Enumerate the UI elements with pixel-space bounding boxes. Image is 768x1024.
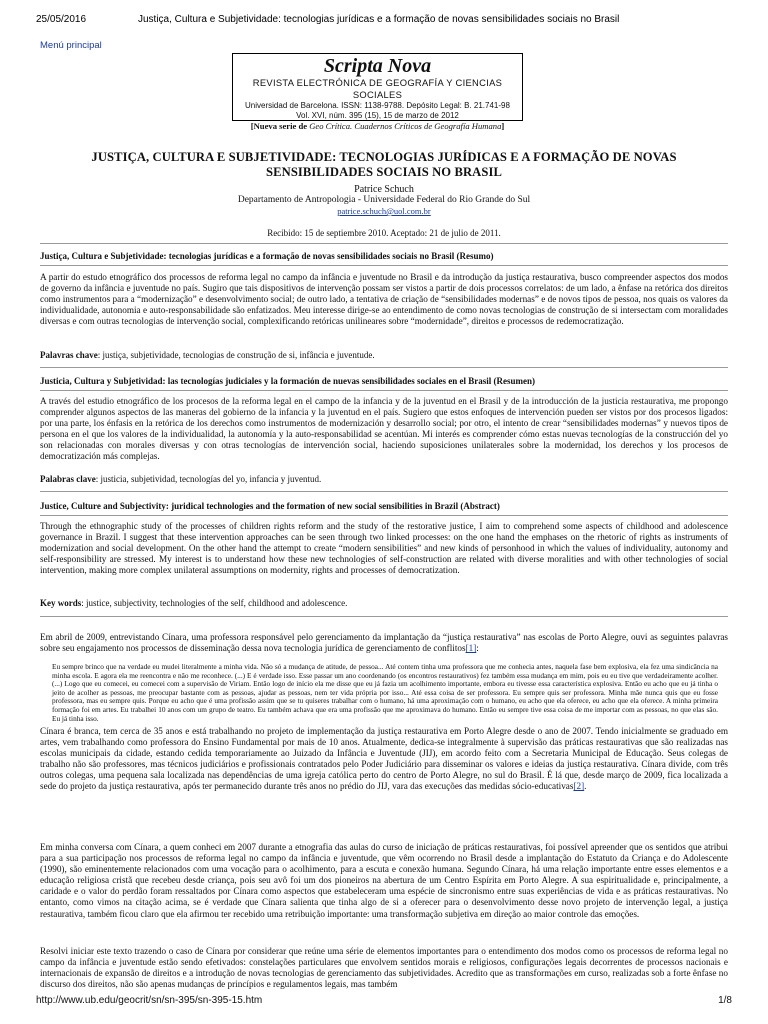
divider	[40, 367, 728, 368]
body-paragraph-4: Resolvi iniciar este texto trazendo o caso de Cínara por considerar que reúne uma série de elementos importantes para o entendimento dos modos como os processos de reforma legal no campo da infância e juventude estão sendo efetivados: constelações particulares que envolvem sentidos morais e religiosos, configurações legais decorrentes de processos nacionais e internacionais de expansão de direitos e a introdução de novas tecnologias de gerenciamento das subjetividades. Acredito que as transformações em curso, realizadas sob a forte ênfase no discurso dos direitos, não são apenas mudanças de princípios e regulamentos legais, mas também	[40, 946, 728, 990]
footnote-link-1[interactable]: [1]	[465, 643, 477, 654]
divider	[40, 390, 728, 391]
footnote-link-2[interactable]: [2]	[573, 781, 585, 792]
keywords-text: : justice, subjectivity, technologies of the self, childhood and adolescence.	[81, 598, 348, 608]
abstract-es-body: A través del estudio etnográfico de los procesos de la reforma legal en el campo de la infancia y de la juventud en el Brasil y de la introducción de la justicia restaurativa, me propongo comprender algunos aspectos de las maneras del gobierno de la infancia y la juventud en el país. Sugiero que estos enfoques de intervención pueden ser vistos por dos procesos ligados: por una parte, los énfasis en la retórica de los derechos como instrumentos de modernización y desarrollo social; por otro, el intento de crear “sensibilidades modernas” y nuevos tipos de persona en el que los valores de la individualidad, la autonomía y la auto-responsabilidad se acentúan. Mi interés es comprender cómo estas nuevas tecnologías de la construcción del yo son relacionadas con morales diversas y con otras tecnologías de intervención social, haciendo suposiciones unilaterales sobre la modernidad, los derechos y los procesos de democratización más complejas.	[40, 396, 728, 462]
author-email-link[interactable]: patrice.schuch@uol.com.br	[337, 206, 431, 216]
author-block	[40, 184, 728, 218]
series-suffix: ]	[501, 121, 505, 131]
paragraph-text: Em abril de 2009, entrevistando Cínara, uma professora responsável pelo gerenciamento da implantação da “justiça restaurativa” nas escolas de Porto Alegre, ouvi as seguintes palavras sobre seu engajamento nos processos de disseminação dessa nova tecnologia jurídica de gerenciamento de conflitos	[40, 632, 728, 654]
abstract-pt-body: A partir do estudo etnográfico dos processos de reforma legal no campo da infância e juventude no Brasil e da introdução da justiça restaurativa, busco compreender aspectos dos modos de governo da infância e juventude no país. Sugiro que tais dispositivos de intervenção possam ser vistos a partir de dois processos correlatos: de um lado, a ênfase na retórica dos direitos como instrumentos para a “modernização” e desenvolvimento social; de outro lado, a tentativa de criação de “sensibilidades modernas” e de novos tipos de pessoa, nos quais os valores da individualidade, autonomia e auto-responsabilidade são enfatizados. Meu interesse dirige-se ao entendimento de como novas tecnologias de construção de si intersectam com moralidades diversas e com outras tecnologias de intervenção social, complexificando retóricas unilineares sobre “modernidade”, direitos e processos de redemocratização.	[40, 272, 728, 327]
journal-title: Scripta Nova	[323, 55, 432, 77]
received-dates: Recibido: 15 de septiembre 2010. Aceptado: 21 de julio de 2011.	[267, 228, 501, 238]
print-date: 25/05/2016	[36, 14, 87, 25]
journal-masthead	[232, 53, 523, 131]
keywords-text: : justiça, subjetividade, tecnologias de construção de si, infância e juventude.	[97, 350, 375, 360]
body-paragraph-1	[40, 632, 728, 654]
print-title: Justiça, Cultura e Subjetividade: tecnologias jurídicas e a formação de novas sensibilidades sociais no Brasil	[138, 14, 620, 25]
page-url: http://www.ub.edu/geocrit/sn/sn-395/sn-395-15.htm	[36, 995, 263, 1006]
print-footer	[36, 995, 732, 1009]
keywords-label: Palavras chave	[40, 350, 98, 360]
author-affiliation: Departamento de Antropologia - Universidade Federal do Rio Grande do Sul	[237, 195, 531, 205]
divider	[40, 616, 728, 617]
body-paragraph-2	[40, 726, 728, 793]
abstract-es-keywords	[40, 474, 728, 485]
journal-volume: Vol. XVI, núm. 395 (15), 15 de marzo de 2012	[296, 111, 459, 120]
interview-quote: Eu sempre brinco que na verdade eu mudei literalmente a minha vida. Não só a mudança de atitude, de pessoa... Até contem tinha uma professora que me conhecia antes, naquela fase bem explosiva, ela fez uma sindicância na minha escola. E agora ela me reencontra e não me reconhece. (...) E é verdade isso. Esse passar um ano coordenando (os encontros restaurativos) fez também essa mudança em mim, pois eu eu tive que verdadeiramente acolher. (...) Logo que eu comecei, eu comecei com a supervisão de Viriam. Então logo de início ela me disse que eu já fazia um acolhimento importante, embora eu tivesse essa característica explosiva. Então eu acho que eu já tinha o jeito de acolher as pessoas, me preocupar bastante com as pessoas, ajudar as pessoas, nem ter vida própria por isso... Até essa coisa de ser professora. Eu sempre quis ser professora. Minha mãe nunca quis que eu fosse professora, mas eu sempre quis. Porque eu acho que é uma profissão assim que se tu quiseres trabalhar com o humano, há uma aproximação com o humano, eu acho que ela oferece, eu acho que ela oferece. A minha primeira formação foi em artes. Eu trabalhei 10 anos com um grupo de teatro. Eu também achava que era uma profissão que me aproximava do humano. Então eu sempre tive essa coisa de me importar com as pessoas, no que elas são. Eu já tinha isso.	[52, 662, 718, 723]
abstract-es-heading: Justicia, Cultura y Subjetividad: las tecnologías judiciales y la formación de nuevas sensibilidades sociales en el Brasil (Resumen)	[40, 376, 536, 386]
paragraph-end: .	[584, 781, 587, 792]
main-menu-link[interactable]: Menú principal	[40, 40, 102, 51]
abstract-en-heading: Justice, Culture and Subjectivity: juridical technologies and the formation of new social sensibilities in Brazil (Abstract)	[40, 501, 500, 511]
paragraph-text: Cínara é branca, tem cerca de 35 anos e está trabalhando no projeto de implementação da justiça restaurativa em Porto Alegre desde o ano de 2007. Tendo inicialmente se graduado em artes, vem trabalhando como professora do Ensino Fundamental por mais de 10 anos. Atualmente, dedica-se integralmente à supervisão das práticas restaurativas que são realizadas nas escolas municipais da cidade, estando cedida temporariamente ao Juizado da Infância e Juventude (JIJ), em acordo feito com a Secretaria Municipal de Educação. Seus colegas de trabalho não são professores, mas técnicos judiciários e profissionais contratados pelo Poder Judiciário para disseminar os valores e ideias da justiça restaurativa. Cínara divide, com três outros colegas, uma pequena sala localizada nas dependências de uma igreja católica perto do centro de Porto Alegre, no sul do Brasil. É lá que, desde março de 2009, fica localizada a sede do projeto da justiça restaurativa, após ter permanecido durante três anos no prédio do JIJ, vara das execuções das medidas sócio-educativas	[40, 726, 728, 792]
divider	[40, 515, 728, 516]
divider	[40, 265, 728, 266]
author-name: Patrice Schuch	[354, 184, 414, 195]
journal-series	[233, 121, 522, 131]
keywords-text: : justicia, subjetividad, tecnologías del yo, infancia y juventud.	[95, 474, 322, 484]
abstract-en-keywords	[40, 598, 728, 609]
article-title: JUSTIÇA, CULTURA E SUBJETIVIDADE: TECNOLOGIAS JURÍDICAS E A FORMAÇÃO DE NOVAS SENSIBILIDADES SOCIAIS NO BRASIL	[91, 150, 677, 179]
page-number: 1/8	[718, 995, 732, 1006]
abstract-pt-keywords	[40, 350, 728, 361]
keywords-label: Palabras clave	[40, 474, 96, 484]
divider	[40, 243, 728, 244]
journal-university: Universidad de Barcelona. ISSN: 1138-9788. Depósito Legal: B. 21.741-98	[245, 101, 510, 110]
keywords-label: Key words	[40, 598, 82, 608]
abstract-pt-heading: Justiça, Cultura e Subjetividade: tecnologias jurídicas e a formação de novas sensibilidades sociais no Brasil (Resumo)	[40, 251, 494, 261]
abstract-en-body: Through the ethnographic study of the processes of children rights reform and the study of the restorative justice, I aim to comprehend some aspects of childhood and adolescence governance in Brazil. I suggest that these intervention approaches can be seen through two linked processes: on the one hand the emphases on the rhetoric of rights as instruments of modernization and social development. On the other hand the attempt to create “modern sensibilities” and new kinds of personhood in which the values of individuality, autonomy and self-responsibility are stressed. My interest is to understand how these new technologies of self-construction are related with diverse moralities and with other technologies of social intervention, making more complex unilateral assumptions on modernity, rights and processes of democratization.	[40, 521, 728, 576]
series-prefix: [Nueva serie de	[250, 121, 308, 131]
paragraph-end: :	[476, 643, 479, 654]
journal-subtitle: REVISTA ELECTRÓNICA DE GEOGRAFÍA Y CIENCIAS SOCIALES	[252, 77, 503, 100]
body-paragraph-3: Em minha conversa com Cínara, a quem conheci em 2007 durante a etnografia das aulas do curso de iniciação de práticas restaurativas, foi possível apreender que os sentidos que atribui para a sua participação nos processos de reforma legal no campo da infância e juventude, que vêm ocorrendo no Brasil desde a implantação do Estatuto da Criança e do Adolescente (1990), são eminentemente relacionados com uma vocação para o acolhimento, para a escuta e conexão humana. Segundo Cínara, há uma relação importante entre esses elementos e a educação religiosa cristã que recebeu desde criança, pois seu avô foi um dos pioneiros na abertura de um Centro Espírita em Porto Alegre. A sua espiritualidade e, principalmente, a caridade e o valor do perdão foram ressaltados por Cínara como aspectos que estabeleceram uma espécie de sincronismo entre suas experiências de vida e as práticas restaurativas. No entanto, como vimos na citação acima, se é verdade que Cínara salienta que tinha algo de si a oferecer para o desenvolvimento desse novo projeto de intervenção legal, a justiça restaurativa, também ficou claro que ela afirmou ter recebido uma retribuição importante: uma transformação subjetiva em direção ao maior controle das emoções.	[40, 842, 728, 919]
divider	[40, 491, 728, 492]
series-name: Geo Crítica. Cuadernos Críticos de Geografía Humana	[309, 121, 502, 131]
print-header	[36, 14, 732, 28]
